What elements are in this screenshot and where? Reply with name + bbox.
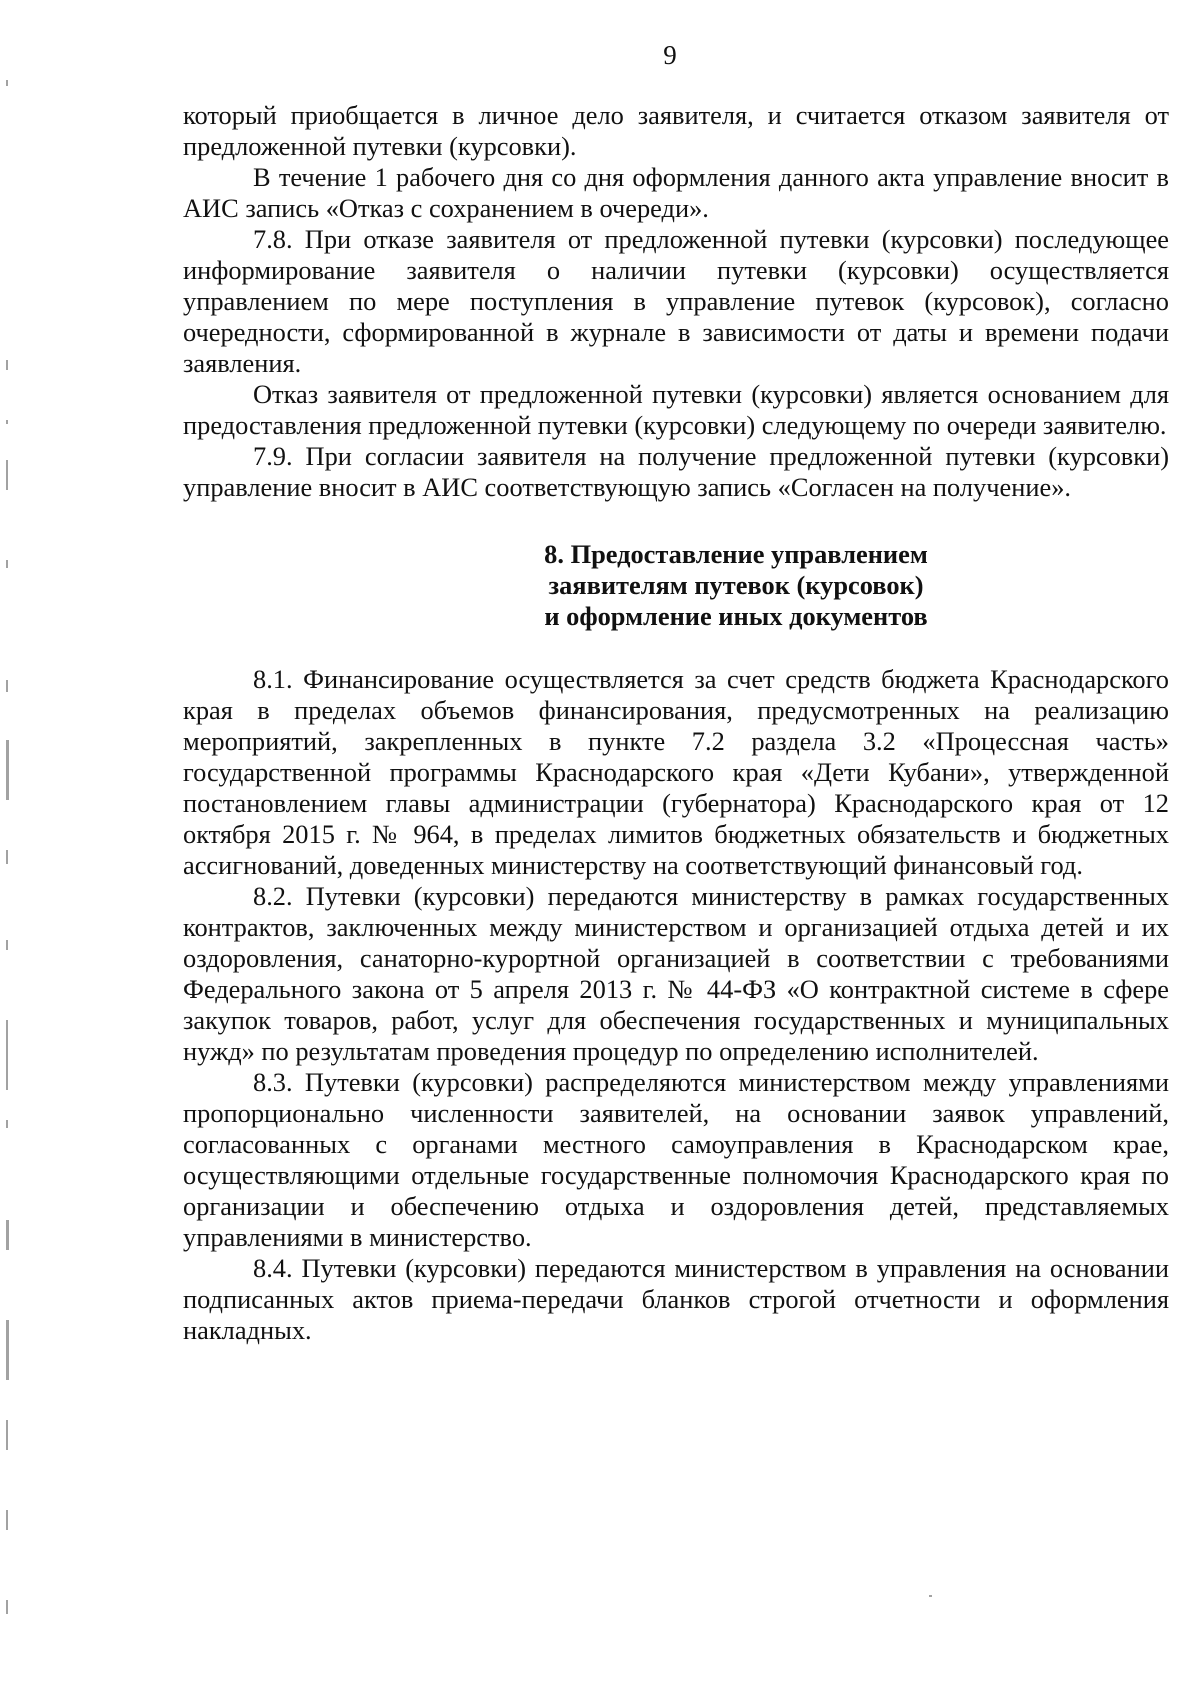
paragraph-ais-record: В течение 1 рабочего дня со дня оформления данного акта управление вносит в АИС запись «Отказ с сохранением в очереди». <box>183 162 1169 223</box>
page-number: 9 <box>663 40 677 70</box>
paragraph-7-9: 7.9. При согласии заявителя на получение предложенной путевки (курсовки) управление вносит в АИС соответствующую запись «Согласен на получение». <box>183 441 1169 502</box>
paragraph-refusal-basis: Отказ заявителя от предложенной путевки (курсовки) является основанием для предоставления предложенной путевки (курсовки) следующему по очереди заявителю. <box>183 379 1169 440</box>
heading-line-1: 8. Предоставление управлением <box>544 539 928 569</box>
paragraph-7-8: 7.8. При отказе заявителя от предложенной путевки (курсовки) последующее информирование заявителя о наличии путевки (курсовки) осуществляется управлением по мере поступления в управление путевок (курсовок), согласно очередности, сформированной в журнале в зависимости от даты и времени подачи заявления. <box>183 224 1169 378</box>
document-body <box>183 100 1169 1346</box>
scan-speck <box>929 1595 932 1597</box>
section-heading-8 <box>183 539 1169 632</box>
heading-line-3: и оформление иных документов <box>544 601 928 631</box>
paragraph-8-4: 8.4. Путевки (курсовки) передаются министерством в управления на основании подписанных актов приема-передачи бланков строгой отчетности и оформления накладных. <box>183 1253 1169 1345</box>
paragraph-8-1: 8.1. Финансирование осуществляется за счет средств бюджета Краснодарского края в пределах объемов финансирования, предусмотренных на реализацию мероприятий, закрепленных в пункте 7.2 раздела 3.2 «Процессная часть» государственной программы Краснодарского края «Дети Кубани», утвержденной постановлением главы администрации (губернатора) Краснодарского края от 12 октября 2015 г. № 964, в пределах лимитов бюджетных обязательств и бюджетных ассигнований, доведенных министерству на соответствующий финансовый год. <box>183 664 1169 880</box>
scan-edge-artifact <box>0 60 26 1690</box>
paragraph-8-2: 8.2. Путевки (курсовки) передаются министерству в рамках государственных контрактов, заключенных между министерством и организацией отдыха детей и их оздоровления, санаторно-курортной организацией в соответствии с требованиями Федерального закона от 5 апреля 2013 г. № 44-ФЗ «О контрактной системе в сфере закупок товаров, работ, услуг для обеспечения государственных и муниципальных нужд» по результатам проведения процедур по определению исполнителей. <box>183 881 1169 1066</box>
heading-line-2: заявителям путевок (курсовок) <box>548 570 924 600</box>
paragraph-8-3: 8.3. Путевки (курсовки) распределяются министерством между управлениями пропорционально численности заявителей, на основании заявок управлений, согласованных с органами местного самоуправления в Краснодарском крае, осуществляющими отдельные государственные полномочия Краснодарского края по организации и обеспечению отдыха и оздоровления детей, представляемых управлениями в министерство. <box>183 1067 1169 1252</box>
paragraph-continuation: который приобщается в личное дело заявителя, и считается отказом заявителя от предложенной путевки (курсовки). <box>183 100 1169 161</box>
